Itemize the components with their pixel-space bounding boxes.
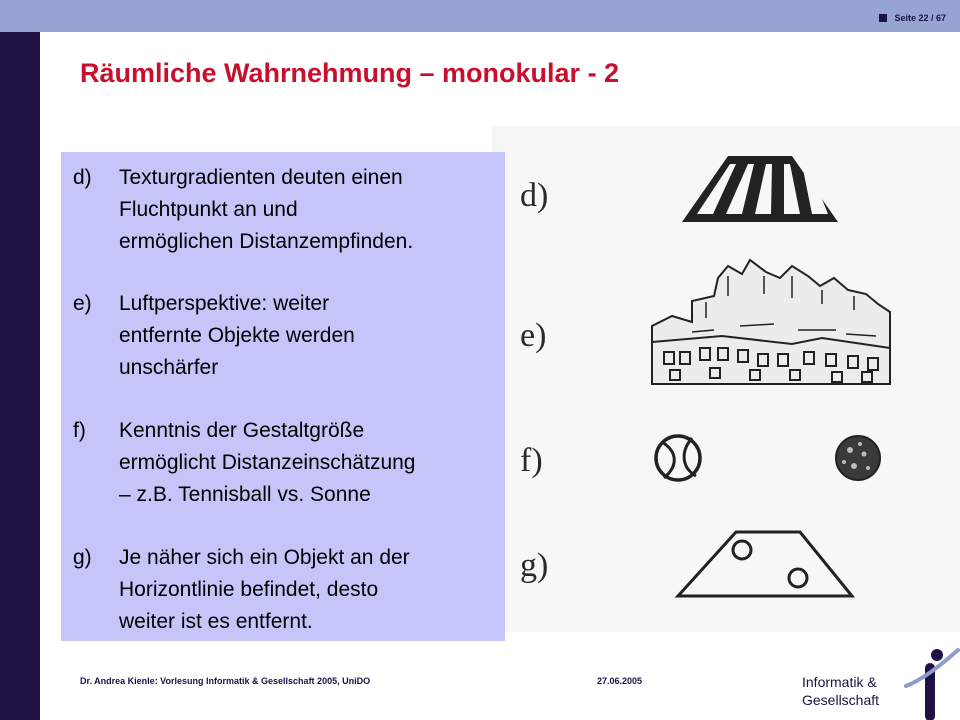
- item-text-line: Texturgradienten deuten einen: [119, 166, 403, 189]
- figure-label-d: d): [520, 177, 549, 214]
- item-letter: d): [73, 166, 92, 189]
- item-letter: g): [73, 546, 92, 569]
- item-text-line: entfernte Objekte werden: [119, 324, 355, 347]
- page-number: Seite 22 / 67: [894, 13, 946, 23]
- brand-line: Gesellschaft: [802, 692, 880, 708]
- item-text-line: Kenntnis der Gestaltgröße: [119, 419, 365, 442]
- texture-gradient-drawing: [682, 156, 838, 222]
- item-letter: f): [73, 419, 86, 442]
- city-skyline-drawing: [652, 260, 890, 384]
- figure-label-g: g): [520, 547, 549, 584]
- item-text-line: Horizontlinie befindet, desto: [119, 578, 379, 601]
- item-text-line: Fluchtpunkt an und: [119, 198, 298, 221]
- slide-title: Räumliche Wahrnehmung – monokular - 2: [80, 58, 620, 88]
- illustration-panel: [492, 126, 960, 632]
- item-text-line: weiter ist es entfernt.: [119, 610, 313, 633]
- item-text-line: unschärfer: [119, 356, 219, 379]
- tennis-ball-and-sun-drawing: [656, 436, 880, 480]
- footer-author: Dr. Andrea Kienle: Vorlesung Informatik & Gesellschaft 2005, UniDO: [80, 676, 371, 686]
- item-text-line: – z.B. Tennisball vs. Sonne: [119, 483, 371, 506]
- footer-date: 27.06.2005: [597, 676, 643, 686]
- item-text-line: Luftperspektive: weiter: [119, 292, 330, 315]
- brand-line: Informatik &: [802, 674, 877, 690]
- header-bar: [0, 0, 960, 32]
- brand-name: [802, 673, 879, 709]
- page-indicator: [879, 13, 946, 23]
- informatik-logo-icon: [904, 644, 960, 720]
- depth-cues-illustration: [492, 126, 960, 632]
- text-box: [61, 152, 505, 641]
- square-icon: [879, 14, 887, 22]
- item-text-line: Je näher sich ein Objekt an der: [119, 546, 410, 569]
- side-bar: [0, 32, 40, 720]
- item-text-line: ermöglichen Distanzempfinden.: [119, 230, 414, 253]
- figure-label-f: f): [520, 442, 543, 479]
- horizon-position-drawing: [678, 532, 852, 596]
- item-text-line: ermöglicht Distanzeinschätzung: [119, 451, 416, 474]
- item-letter: e): [73, 292, 92, 315]
- figure-label-e: e): [520, 317, 547, 354]
